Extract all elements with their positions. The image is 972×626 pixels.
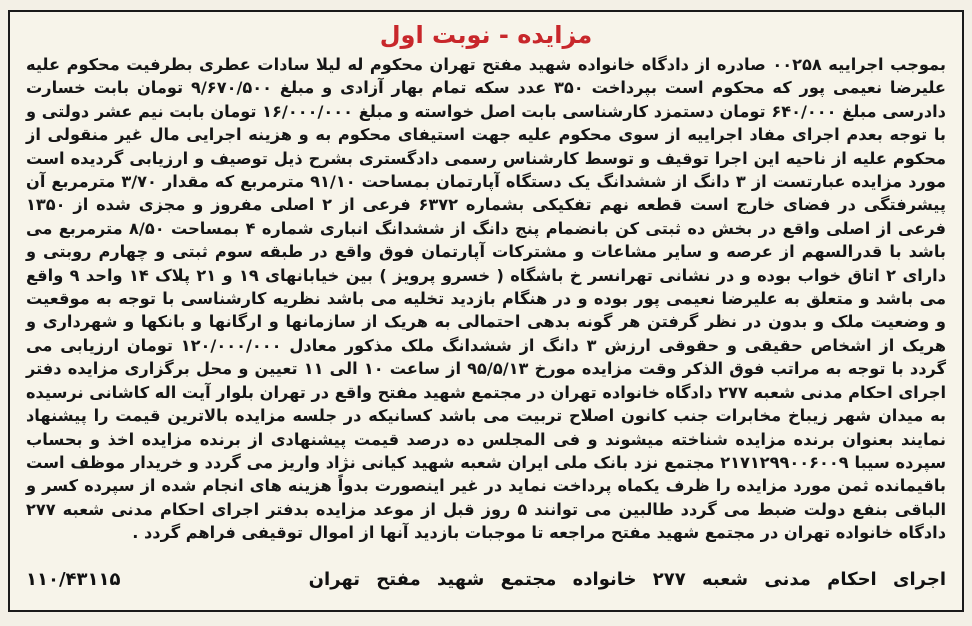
- notice-body: بموجب اجراییه ۰۰۲۵۸ صادره از دادگاه خانواده شهید مفتح تهران محکوم له لیلا سادات عطری بطرفیت محکوم علیه علیرضا نعیمی پور که محکوم است بپرداخت ۳۵۰ عدد سکه تمام بهار آزادی و مبلغ ۹/۶۷۰/۵۰۰ تومان بابت خسارت دادرسی مبلغ ۶۴۰/۰۰۰ تومان دستمزد کارشناسی بابت اصل خواسته و مبلغ ۱۶/۰۰۰/۰۰۰ تومان بابت نیم عشر دولتی و با توجه بعدم اجرای مفاد اجراییه از سوی محکوم علیه جهت استیفای محکوم به و هزینه اجرایی مال غیر منقولی از محکوم علیه از ناحیه این اجرا توقیف و توسط کارشناس رسمی دادگستری بشرح ذیل توصیف و ارزیابی گردیده است مورد مزایده عبارتست از ۳ دانگ از ششدانگ یک دستگاه آپارتمان بمساحت ۹۱/۱۰ مترمربع که مقدار ۳/۷۰ مترمربع آن پیشرفتگی در فضای خارج است قطعه نهم تفکیکی بشماره ۶۳۷۲ فرعی از ۲ اصلی مفروز و مجزی شده از ۱۳۵۰ فرعی از اصلی واقع در بخش ده ثبتی کن بانضمام پنج دانگ از ششدانگ انباری شماره ۴ بمساحت ۸/۵۰ مترمربع می باشد با قدرالسهم از عرصه و سایر مشاعات و مشترکات آپارتمان فوق واقع در طبقه سوم ثبتی و چهارم روبتی و دارای ۲ اتاق خواب بوده و در نشانی تهرانسر خ باشگاه ( خسرو پرویز ) بین خیابانهای ۱۹ و ۲۱ پلاک ۱۴ واحد ۹ واقع می باشد و متعلق به علیرضا نعیمی پور بوده و در هنگام بازدید تخلیه می باشد نظریه کارشناسی با توجه به موقعیت و وضعیت ملک و بدون در نظر گرفتن هر گونه بدهی احتمالی به هریک از سازمانها و ارگانها و بانکها و شهرداری و هریک از اشخاص حقیقی و حقوقی ارزش ۳ دانگ از ششدانگ ملک مذکور معادل ۱۲۰/۰۰۰/۰۰۰ تومان ارزیابی می گردد با توجه به مراتب فوق الذکر وقت مزایده مورخ ۹۵/۵/۱۳ از ساعت ۱۰ الی ۱۱ تعیین و محل برگزاری مزایده دفتر اجرای احکام مدنی شعبه ۲۷۷ دادگاه خانواده تهران در مجتمع شهید مفتح واقع در تهران بلوار آیت اله کاشانی نرسیده به میدان شهر زیباخ مخابرات جنب کانون اصلاح تربیت می باشد کسانیکه در جلسه مزایده بالاترین قیمت را پیشنهاد نمایند بعنوان برنده مزایده شناخته میشوند و فی المجلس ده درصد قیمت پیشنهادی از برنده مزایده اخذ و بحساب سپرده سیبا ۲۱۷۱۲۹۹۰۰۶۰۰۹ مجتمع نزد بانک ملی ایران شعبه شهید کیانی نژاد واریز می گردد و خریدار موظف است باقیمانده ثمن مورد مزایده را ظرف یکماه پرداخت نماید در غیر اینصورت بدواً هزینه های انجام شده از سپرده کسر و الباقی بنفع دولت ضبط می گردد طالبین می توانند ۵ روز قبل از موعد مزایده بدفتر اجرای احکام مدنی شعبه ۲۷۷ دادگاه خانواده تهران در مجتمع شهید مفتح مراجعه تا موجبات بازدید آنها از اموال توقیفی فراهم گردد .: [26, 55, 947, 543]
- notice-title: مزایده - نوبت اول: [379, 21, 593, 49]
- issuer-signature: اجرای احکام مدنی شعبه ۲۷۷ خانواده مجتمع شهید مفتح تهران: [308, 569, 946, 590]
- notice-frame: [8, 10, 964, 612]
- notice-footer: [26, 568, 946, 592]
- reference-code: ۱۱۰/۴۳۱۱۵: [26, 569, 121, 590]
